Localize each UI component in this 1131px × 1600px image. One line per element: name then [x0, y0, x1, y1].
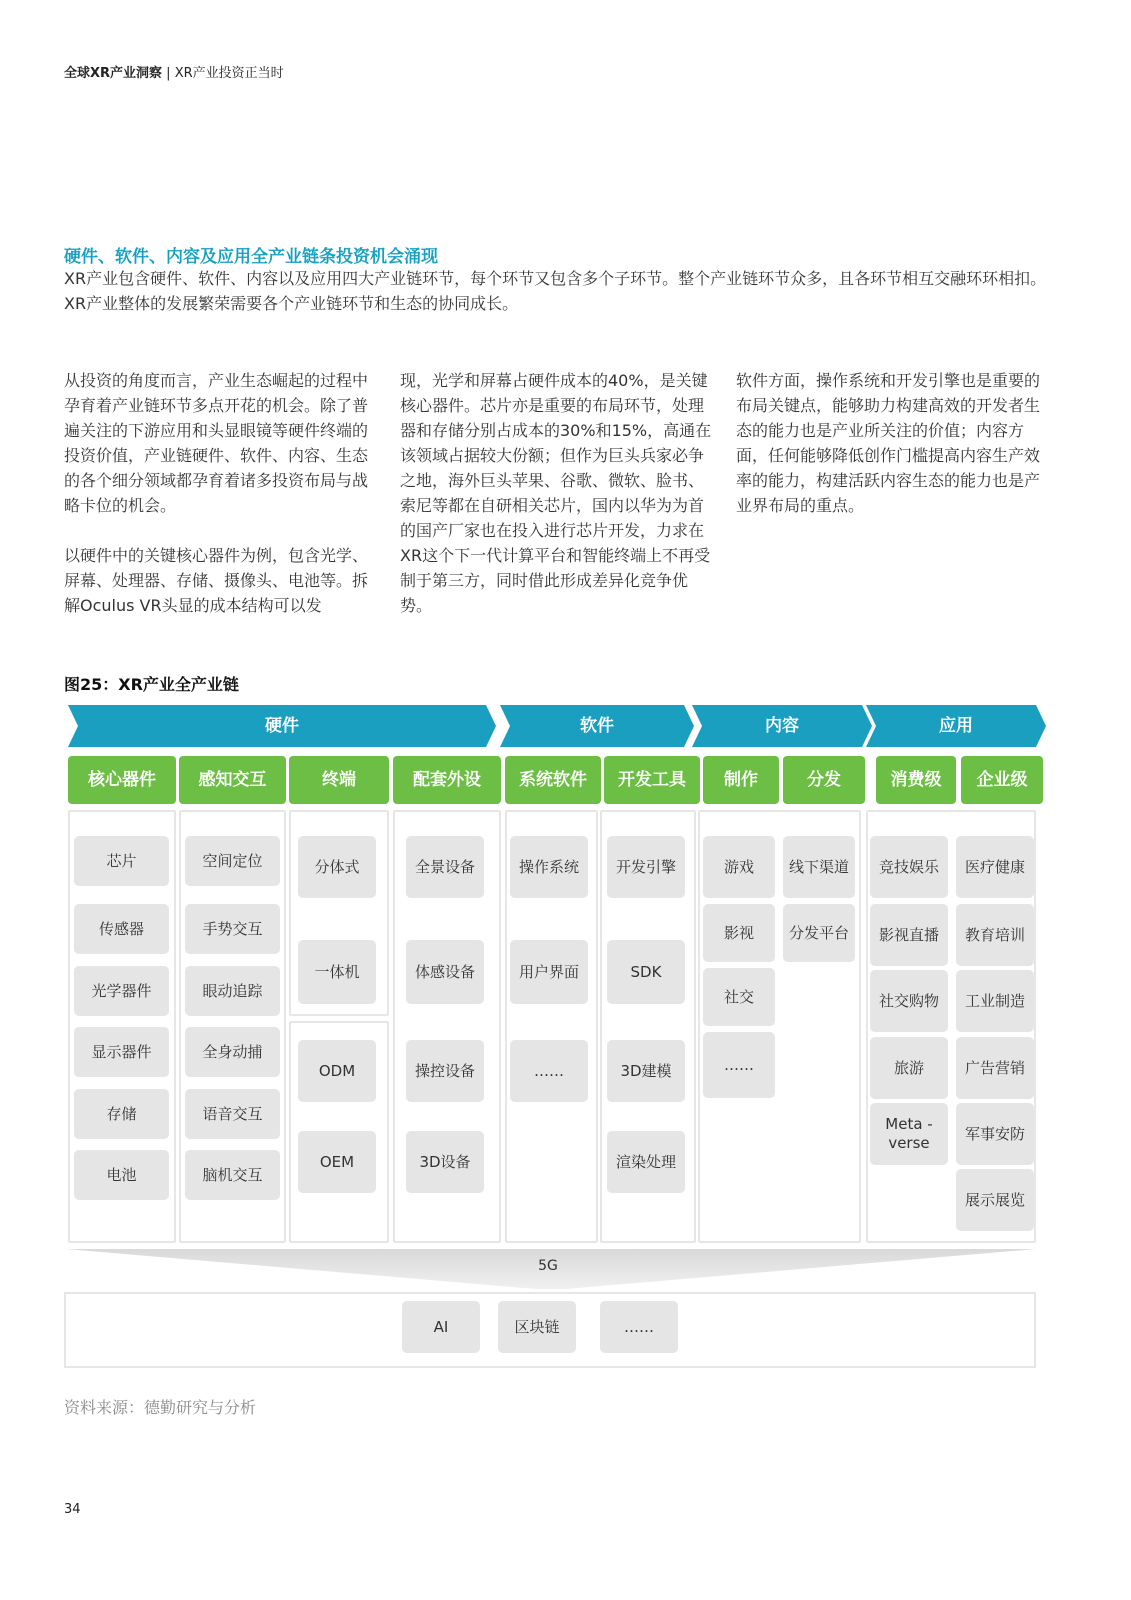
tile: …… — [600, 1301, 678, 1353]
paragraph: 软件方面，操作系统和开发引擎也是重要的布局关键点，能够助力构建高效的开发者生态的能力也是产业所关注的价值；内容方面，任何能够降低创作门槛提高内容生产效率的能力，构建活跃内容生态的能力也是产业界布局的重点。 — [736, 371, 1041, 515]
running-header — [64, 62, 284, 81]
tile: 眼动追踪 — [185, 966, 280, 1016]
category-system-software: 系统软件 — [505, 756, 601, 804]
tile: 手势交互 — [185, 904, 280, 954]
tile: 用户界面 — [510, 940, 588, 1004]
tile: 医疗健康 — [956, 836, 1034, 898]
tile: 渲染处理 — [607, 1131, 685, 1193]
category-production: 制作 — [703, 756, 779, 804]
tile: 旅游 — [870, 1037, 948, 1099]
tile: 影视直播 — [870, 904, 948, 966]
segment-software — [500, 705, 694, 747]
tile: 广告营销 — [956, 1037, 1034, 1099]
network-label: 5G — [538, 1258, 558, 1274]
category-peripherals: 配套外设 — [393, 756, 501, 804]
header-separator: | — [162, 66, 175, 81]
intro-paragraph: XR产业包含硬件、软件、内容以及应用四大产业链环节，每个环节又包含多个子环节。整个产业链环节众多，且各环节相互交融环环相扣。XR产业整体的发展繁荣需要各个产业链环节和生态的协同成长。 — [64, 269, 1047, 313]
tile: 工业制造 — [956, 970, 1034, 1032]
tile: 教育培训 — [956, 904, 1034, 966]
tile: 全身动捕 — [185, 1027, 280, 1077]
tile: OEM — [298, 1131, 376, 1193]
tile: 区块链 — [498, 1301, 576, 1353]
category-enterprise: 企业级 — [961, 756, 1043, 804]
category-perception: 感知交互 — [179, 756, 286, 804]
tile: 传感器 — [74, 904, 169, 954]
tile: 军事安防 — [956, 1103, 1034, 1165]
tile: 社交购物 — [870, 970, 948, 1032]
tile: ODM — [298, 1040, 376, 1102]
tile: …… — [510, 1040, 588, 1102]
tile: 开发引擎 — [607, 836, 685, 898]
segment-hardware — [68, 705, 496, 747]
tile: 操控设备 — [406, 1040, 484, 1102]
category-core-devices: 核心器件 — [68, 756, 176, 804]
source-note: 资料来源：德勤研究与分析 — [64, 1398, 257, 1417]
text-column-1 — [64, 368, 382, 643]
tile: 显示器件 — [74, 1027, 169, 1077]
tile: 脑机交互 — [185, 1150, 280, 1200]
segment-content — [692, 705, 872, 747]
tile: 竞技娱乐 — [870, 836, 948, 898]
text-column-2 — [400, 368, 718, 643]
paragraph: 现，光学和屏幕占硬件成本的40%，是关键核心器件。芯片亦是重要的布局环节，处理器和存储分别占成本的30%和15%，高通在该领域占据较大份额；但作为巨头兵家必争之地，海外巨头苹果、谷歌、微软、脸书、索尼等都在自研相关芯片，国内以华为为首的国产厂家也在投入进行芯片开发，力求在XR这个下一代计算平台和智能终端上不再受制于第三方，同时借此形成差异化竞争优势。 — [400, 371, 712, 615]
category-distribution: 分发 — [783, 756, 865, 804]
page-number: 34 — [64, 1502, 81, 1517]
paragraph: 以硬件中的关键核心器件为例，包含光学、屏幕、处理器、存储、摄像头、电池等。拆解Oculus VR头显的成本结构可以发 — [64, 546, 369, 615]
tile: 体感设备 — [406, 940, 484, 1004]
segment-application — [866, 705, 1046, 747]
tile: 语音交互 — [185, 1089, 280, 1139]
category-terminal: 终端 — [289, 756, 389, 804]
tile: 电池 — [74, 1150, 169, 1200]
tile: 线下渠道 — [783, 836, 855, 898]
tile: 空间定位 — [185, 836, 280, 886]
tile: 3D设备 — [406, 1131, 484, 1193]
tile: AI — [402, 1301, 480, 1353]
tile: SDK — [607, 940, 685, 1004]
tile: 展示展览 — [956, 1169, 1034, 1231]
text-column-3 — [736, 368, 1054, 543]
tile: Meta - verse — [870, 1103, 948, 1165]
tile: 游戏 — [703, 836, 775, 898]
tile: …… — [703, 1032, 775, 1098]
segment-label: 内容 — [765, 716, 799, 736]
tile: 影视 — [703, 904, 775, 962]
segment-label: 软件 — [580, 716, 614, 736]
tile: 分体式 — [298, 836, 376, 898]
header-subtitle: XR产业投资正当时 — [174, 66, 284, 81]
paragraph: 从投资的角度而言，产业生态崛起的过程中孕育着产业链环节多点开花的机会。除了普遍关注的下游应用和头显眼镜等硬件终端的投资价值，产业链硬件、软件、内容、生态的各个细分领域都孕育着诸多投资布局与战略卡位的机会。 — [64, 371, 369, 515]
tile: 光学器件 — [74, 966, 169, 1016]
tile: 社交 — [703, 968, 775, 1026]
tile: 分发平台 — [783, 904, 855, 962]
figure-caption: 图25：XR产业全产业链 — [64, 675, 239, 694]
tile: 操作系统 — [510, 836, 588, 898]
section-title: 硬件、软件、内容及应用全产业链条投资机会涌现 — [64, 247, 438, 267]
tile: 存储 — [74, 1089, 169, 1139]
category-dev-tools: 开发工具 — [604, 756, 700, 804]
category-consumer: 消费级 — [876, 756, 956, 804]
segment-label: 硬件 — [265, 716, 299, 736]
tile: 一体机 — [298, 940, 376, 1004]
tile: 全景设备 — [406, 836, 484, 898]
header-title: 全球XR产业洞察 — [64, 66, 163, 81]
segment-label: 应用 — [939, 716, 973, 736]
tile: 芯片 — [74, 836, 169, 886]
tile: 3D建模 — [607, 1040, 685, 1102]
